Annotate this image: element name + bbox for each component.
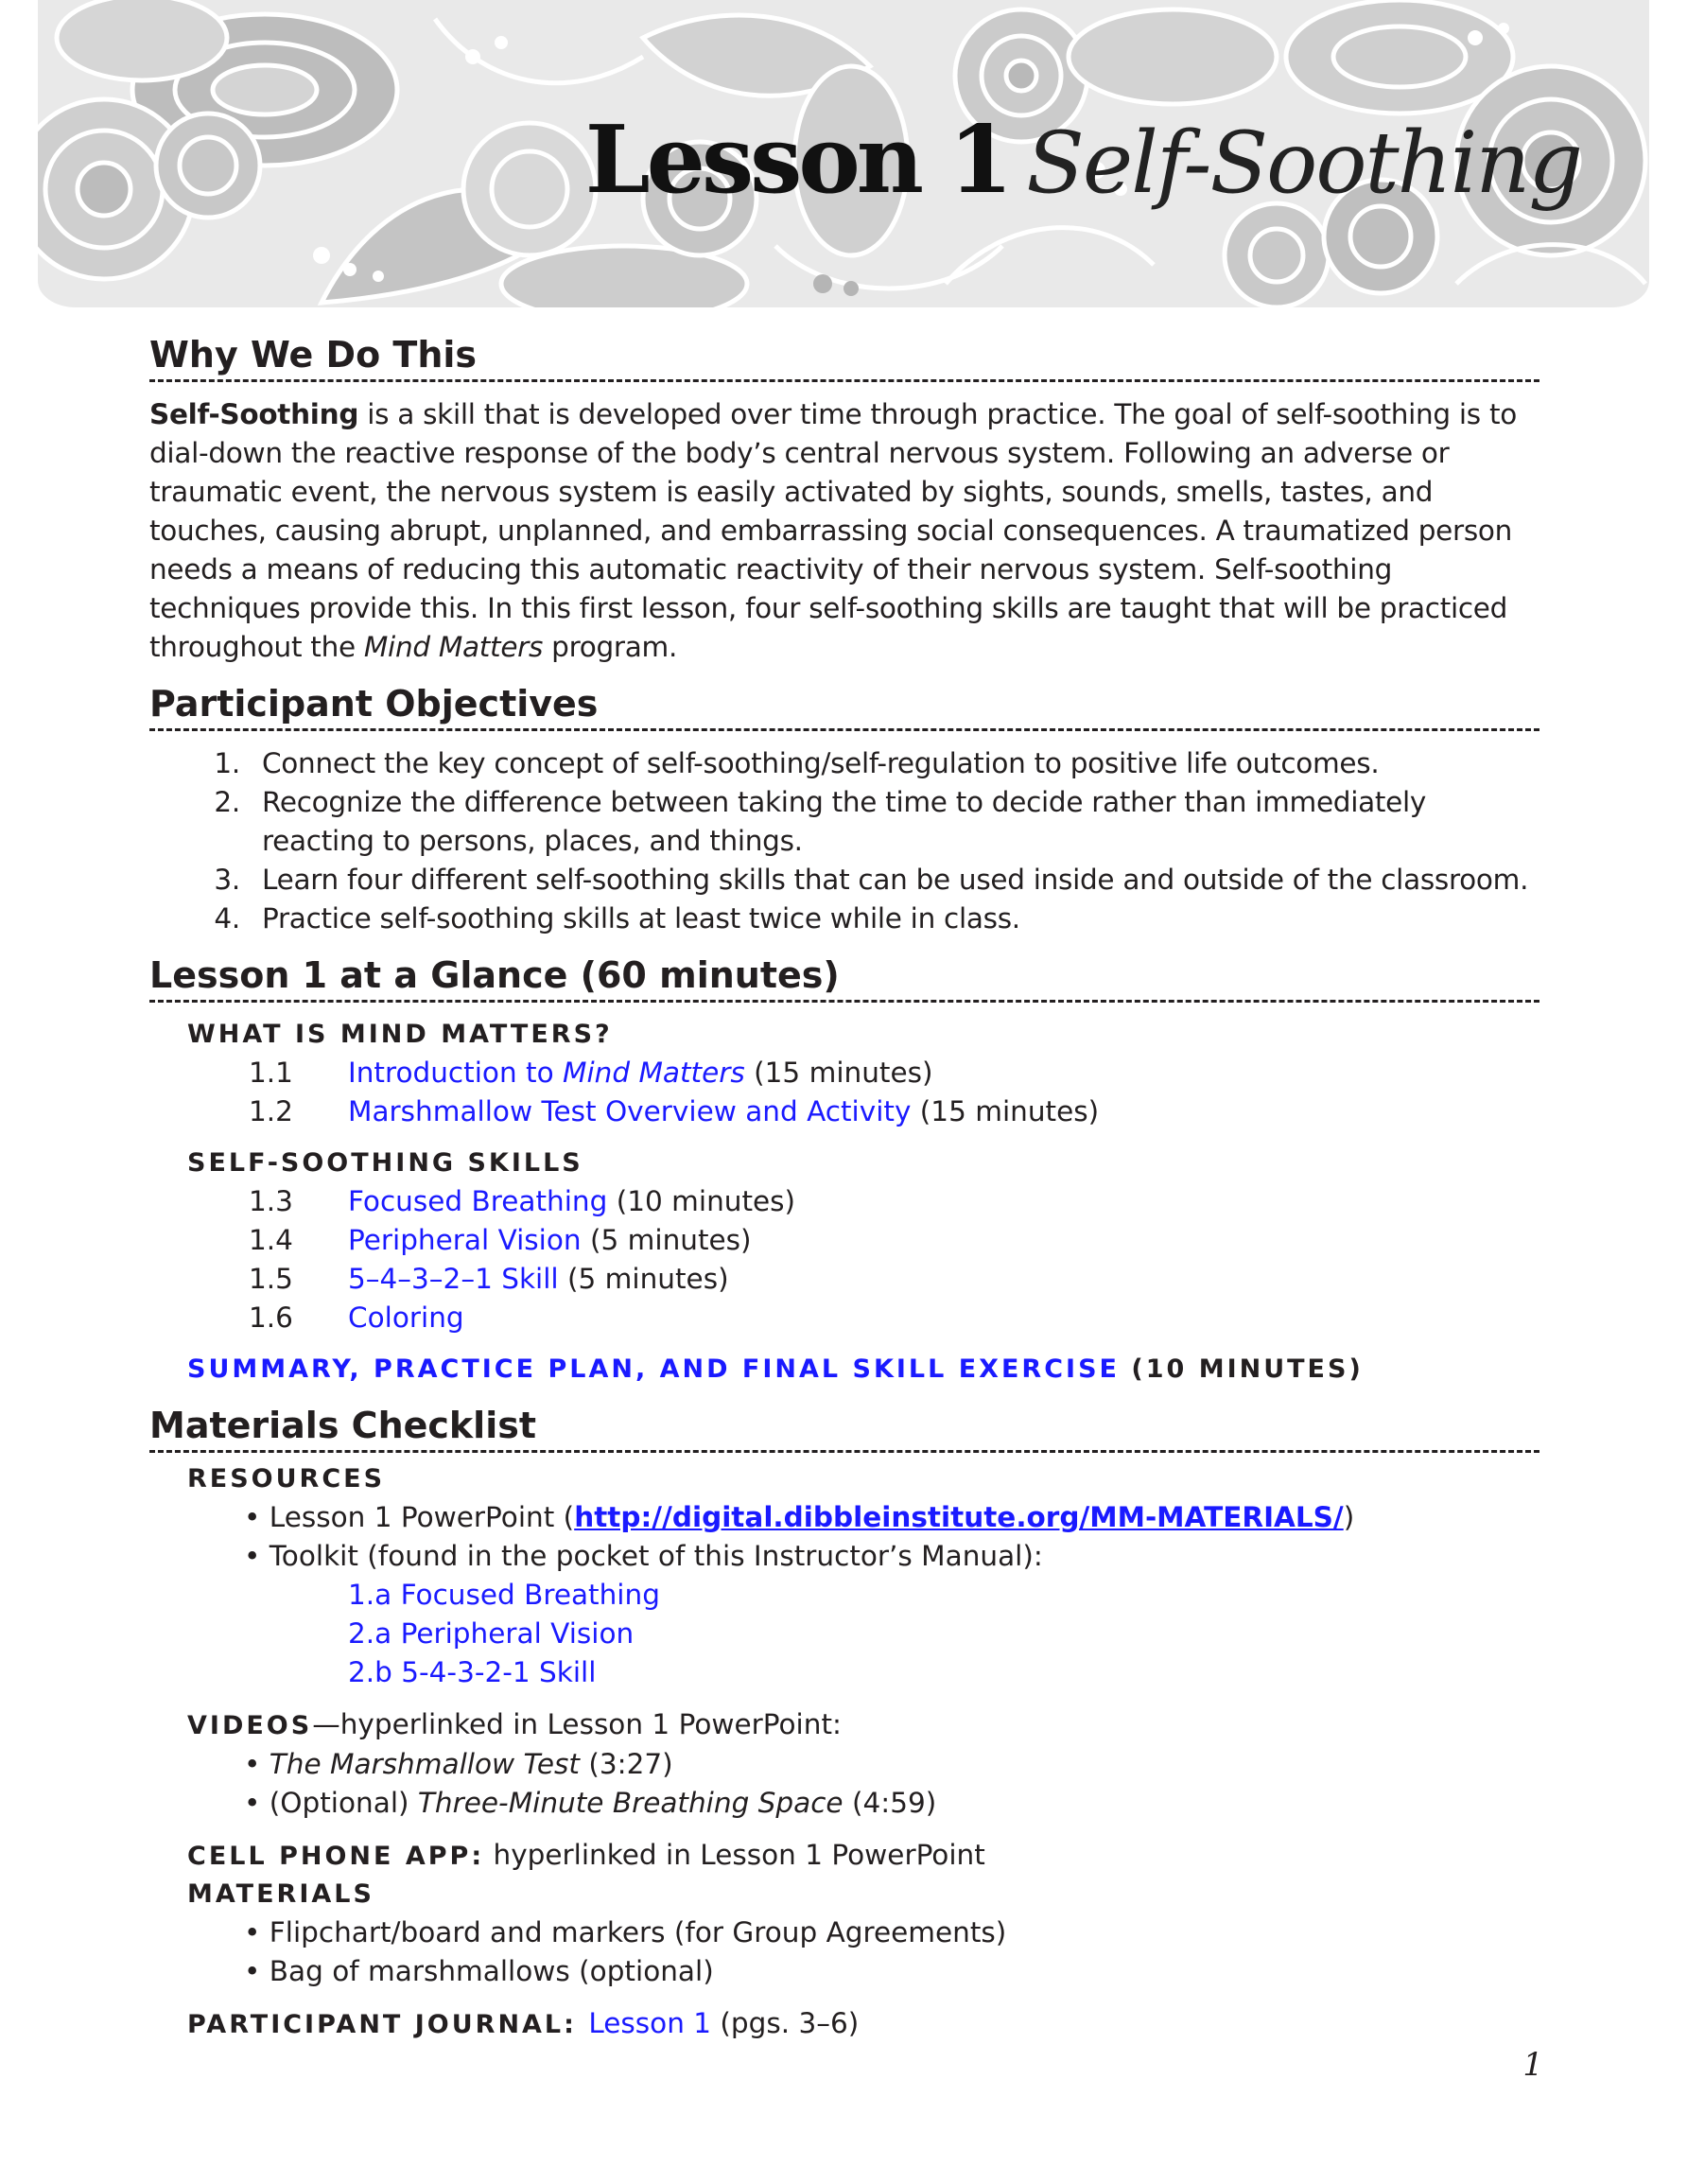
why-lead-term: Self-Soothing (149, 398, 359, 430)
toolkit-link[interactable]: 2.a Peripheral Vision (348, 1617, 635, 1650)
glance-group-title: SELF-SOOTHING SKILLS (187, 1148, 583, 1178)
why-text-2: program. (543, 631, 678, 663)
glance-item (249, 1092, 1539, 1131)
powerpoint-item: • Lesson 1 PowerPoint (http://digital.dibbleinstitute.org/MM-MATERIALS/) (244, 1501, 1355, 1533)
glance-item-link[interactable]: 5–4–3–2–1 Skill (348, 1263, 559, 1295)
journal-line (187, 2004, 1539, 2044)
glance-item (249, 1299, 1539, 1337)
glance-item (249, 1182, 1539, 1221)
materials-item: • Flipchart/board and markers (for Group Agreements) (244, 1916, 1007, 1948)
toolkit-item: • Toolkit (found in the pocket of this Instructor’s Manual): (244, 1540, 1043, 1572)
glance-item-link[interactable]: Marshmallow Test Overview and Activity (348, 1095, 912, 1127)
video-item: • (Optional) Three-Minute Breathing Space (4:59) (244, 1787, 937, 1819)
objective-item: 2. Recognize the difference between taking the time to decide rather than immediately reacting to persons, places, and things. (249, 783, 1539, 861)
glance-section (149, 952, 1539, 1389)
glance-item (249, 1221, 1539, 1260)
objective-item: 1. Connect the key concept of self-soothing/self-regulation to positive life outcomes. (249, 744, 1539, 783)
glance-summary (187, 1351, 1539, 1389)
toolkit-link[interactable]: 2.b 5-4-3-2-1 Skill (348, 1656, 597, 1688)
program-name: Mind Matters (363, 631, 544, 663)
glance-item-time: (5 minutes) (558, 1263, 729, 1295)
glance-item-time: (15 minutes) (744, 1057, 933, 1089)
glance-heading: Lesson 1 at a Glance (60 minutes) (149, 952, 1539, 1003)
app-title: CELL PHONE APP: (187, 1842, 485, 1871)
page-number: 1 (1522, 2046, 1543, 2084)
lesson-name-title: Self-Soothing (1026, 114, 1581, 213)
glance-item-time: (10 minutes) (607, 1185, 796, 1217)
main-content (149, 331, 1539, 2057)
glance-item (249, 1260, 1539, 1299)
materials-section (149, 1402, 1539, 2044)
objective-item: 3. Learn four different self-soothing skills that can be used inside and outside of the classroom. (249, 861, 1539, 900)
videos-note: —hyperlinked in Lesson 1 PowerPoint: (312, 1708, 842, 1740)
glance-item-time: (5 minutes) (581, 1224, 752, 1256)
app-line (187, 1836, 1539, 1876)
glance-item-link[interactable]: Peripheral Vision (348, 1224, 582, 1256)
glance-item-number: 1.3 (249, 1185, 293, 1217)
materials-url-link[interactable]: http://digital.dibbleinstitute.org/MM-MATERIALS/ (574, 1501, 1344, 1533)
app-note: hyperlinked in Lesson 1 PowerPoint (484, 1839, 985, 1871)
objectives-heading: Participant Objectives (149, 680, 1539, 731)
videos-line (187, 1705, 1539, 1745)
objectives-list (149, 744, 1539, 938)
glance-item-link[interactable]: Focused Breathing (348, 1185, 608, 1217)
why-heading: Why We Do This (149, 331, 1539, 382)
summary-time: (10 MINUTES) (1119, 1354, 1364, 1384)
glance-item-number: 1.1 (249, 1057, 293, 1089)
glance-item-time: (15 minutes) (911, 1095, 1100, 1127)
glance-item-link[interactable]: Introduction to Mind Matters (348, 1057, 745, 1089)
journal-pages: (pgs. 3–6) (711, 2007, 860, 2039)
video-item: • The Marshmallow Test (3:27) (244, 1748, 673, 1780)
summary-link[interactable]: SUMMARY, PRACTICE PLAN, AND FINAL SKILL EXERCISE (187, 1354, 1120, 1384)
resources-title: RESOURCES (187, 1464, 386, 1494)
lesson-title (585, 106, 1581, 215)
glance-item-number: 1.4 (249, 1224, 293, 1256)
why-paragraph (149, 395, 1539, 667)
journal-link[interactable]: Lesson 1 (588, 2007, 712, 2039)
toolkit-link[interactable]: 1.a Focused Breathing (348, 1579, 660, 1611)
why-section (149, 331, 1539, 667)
videos-title: VIDEOS (187, 1711, 313, 1740)
decorative-banner (38, 0, 1649, 307)
why-text-1: is a skill that is developed over time through practice. The goal of self-soothing is to dial-down the reactive response of the body’s central nervous system. Following an adverse or traumatic event, the nervous system is easily activated by sights, sounds, smells, tastes, and touches, causing abrupt, unplanned, and embarrassing social consequences. A traumatized person needs a means of reducing this automatic reactivity of their nervous system. Self-soothing techniques provide this. In this first lesson, four self-soothing skills are taught that will be practiced throughout the (149, 398, 1517, 663)
materials-item: • Bag of marshmallows (optional) (244, 1955, 714, 1987)
objective-item: 4. Practice self-soothing skills at least twice while in class. (249, 900, 1539, 938)
materials-heading: Materials Checklist (149, 1402, 1539, 1453)
materials-subtitle: MATERIALS (187, 1879, 374, 1909)
journal-title: PARTICIPANT JOURNAL: (187, 2010, 577, 2039)
glance-group-title: WHAT IS MIND MATTERS? (187, 1020, 613, 1049)
glance-item-number: 1.5 (249, 1263, 293, 1295)
lesson-number-title: Lesson 1 (584, 106, 1010, 215)
glance-item (249, 1054, 1539, 1092)
glance-item-number: 1.6 (249, 1302, 293, 1334)
objectives-section (149, 680, 1539, 938)
glance-item-number: 1.2 (249, 1095, 293, 1127)
glance-item-link[interactable]: Coloring (348, 1302, 464, 1334)
